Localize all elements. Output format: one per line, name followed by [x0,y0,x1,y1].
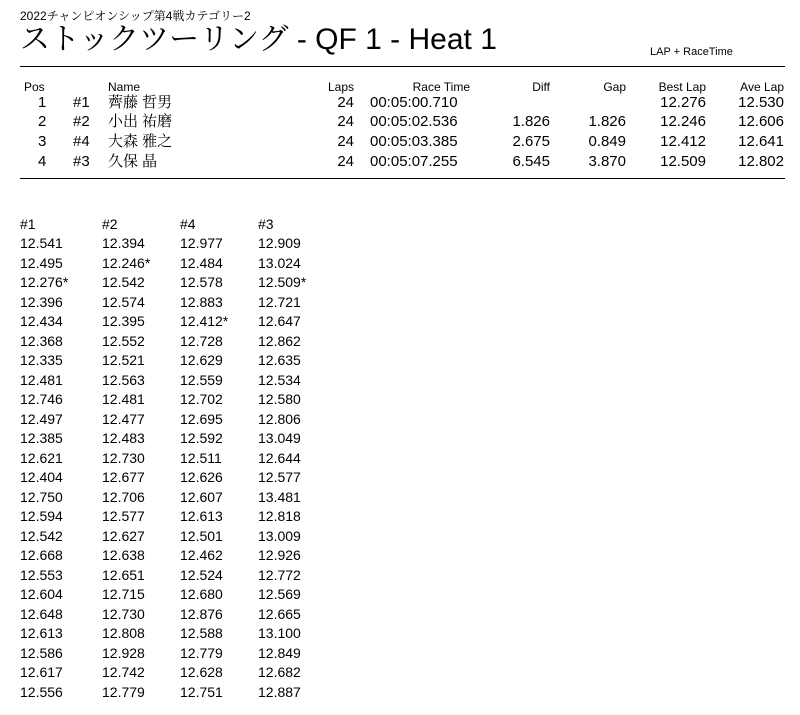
col-header-laps: Laps [327,80,354,94]
lap-time: 12.586 [20,644,63,661]
lap-time: 12.849 [258,644,301,661]
lap-time: 12.580 [258,391,301,407]
cell-race-time: 00:05:00.710 [370,94,458,111]
lap-time: 12.635 [258,352,301,368]
cell-gap: 0.849 [588,133,626,150]
lap-column [180,234,228,702]
cell-race-time: 00:05:02.536 [370,113,458,130]
cell-gap: 3.870 [588,153,626,170]
lap-time: 12.577 [258,469,301,485]
lap-time: 13.024 [258,254,301,271]
lap-time: 12.876 [180,605,223,622]
cell-diff: 6.545 [512,153,550,170]
lap-time: 12.604 [20,586,63,602]
lap-time: 12.434 [20,313,63,329]
lap-time: 12.497 [20,410,63,427]
event-title: 2022チャンピオンシップ第4戦カテゴリー2 [20,9,251,23]
lap-col-header: #4 [180,216,196,232]
lap-time: 12.680 [180,586,223,602]
lap-time: 12.541 [20,235,63,251]
lap-time: 12.481 [102,391,145,407]
lap-time: 12.559 [180,371,223,388]
lap-time: 12.534 [258,371,301,388]
lap-time: 12.481 [20,371,63,388]
cell-ave-lap: 12.606 [738,113,784,130]
lap-time: 12.706 [102,488,145,505]
lap-time: 12.521 [102,352,145,368]
lap-time: 12.511 [180,449,222,466]
cell-ave-lap: 12.802 [738,153,784,170]
lap-time: 12.594 [20,508,63,524]
cell-diff: 1.826 [512,113,550,130]
lap-time: 12.665 [258,605,301,622]
lap-time: 12.695 [180,410,223,427]
lap-time: 12.617 [20,664,63,680]
results-divider [20,178,785,179]
lap-time: 12.682 [258,664,301,680]
lap-time: 12.728 [180,332,223,349]
cell-laps: 24 [337,94,354,111]
cell-diff: 2.675 [512,133,550,150]
lap-time: 12.613 [20,625,63,641]
lap-time: 12.563 [102,371,145,388]
lap-time: 12.412* [180,313,229,329]
cell-best-lap: 12.509 [660,153,706,170]
lap-column [258,234,306,702]
cell-laps: 24 [337,113,354,130]
lap-time: 12.495 [20,254,63,271]
lap-time: 12.483 [102,430,145,446]
col-header-name: Name [108,80,141,94]
lap-time: 12.385 [20,430,63,446]
lap-time: 12.926 [258,547,301,563]
lap-time: 12.883 [180,293,223,310]
lap-time: 12.542 [20,527,63,544]
cell-best-lap: 12.412 [660,133,706,150]
lap-time: 12.553 [20,566,63,583]
lap-time: 12.484 [180,254,223,271]
lap-time: 12.569 [258,586,301,602]
col-header-best-lap: Best Lap [658,80,706,94]
lap-time: 12.730 [102,605,145,622]
lap-column [102,234,150,702]
lap-time: 12.779 [180,644,223,661]
lap-col-header: #2 [102,216,118,232]
lap-time: 12.750 [20,488,63,505]
cell-pos: 1 [38,94,47,111]
cell-best-lap: 12.276 [660,94,706,111]
lap-time: 12.592 [180,430,223,446]
lap-time: 12.721 [258,293,301,310]
lap-column [20,234,68,702]
cell-ave-lap: 12.530 [738,94,784,111]
lap-time: 12.887 [258,683,301,700]
lap-time: 12.627 [102,527,145,544]
cell-race-time: 00:05:03.385 [370,133,458,150]
lap-time: 12.746 [20,391,63,407]
cell-name: 大森 雅之 [108,133,173,150]
lap-col-header: #3 [258,216,274,232]
lap-time: 12.629 [180,352,223,368]
lap-time: 12.396 [20,293,63,310]
col-header-gap: Gap [603,80,626,94]
lap-time: 12.909 [258,235,301,251]
lap-time: 12.394 [102,235,145,251]
lap-time: 12.806 [258,410,301,427]
cell-ave-lap: 12.641 [738,133,784,150]
lap-col-header: #1 [20,216,36,232]
lap-time: 13.009 [258,527,301,544]
lap-time: 12.628 [180,664,223,680]
lap-time: 12.477 [102,410,145,427]
lap-time: 12.928 [102,644,145,661]
lap-time: 12.644 [258,449,301,466]
lap-time: 12.638 [102,547,145,563]
lap-time: 12.751 [180,683,223,700]
lap-time: 12.462 [180,547,223,563]
cell-number: #3 [73,153,90,170]
lap-time: 12.702 [180,391,223,407]
lap-time: 12.648 [20,605,63,622]
lap-time: 12.395 [102,313,145,329]
lap-time: 12.862 [258,332,301,349]
lap-time: 12.607 [180,488,223,505]
cell-name: 久保 晶 [108,153,158,170]
lap-time: 12.556 [20,683,63,700]
cell-name: 薺藤 哲男 [108,94,173,111]
col-header-ave-lap: Ave Lap [740,80,784,94]
cell-name: 小出 祐磨 [108,113,173,130]
cell-number: #2 [73,113,90,130]
col-header-race-time: Race Time [412,80,470,94]
lap-time: 12.715 [102,586,145,602]
col-header-diff: Diff [532,80,550,94]
lap-time: 12.577 [102,508,145,524]
page-title: ストックツーリング - QF 1 - Heat 1 [20,23,497,56]
lap-time: 12.677 [102,469,145,485]
cell-pos: 3 [38,133,47,150]
lap-time: 12.977 [180,235,223,251]
cell-best-lap: 12.246 [660,113,706,130]
cell-gap: 1.826 [588,113,626,130]
lap-time: 13.100 [258,625,301,641]
lap-time: 13.481 [258,488,301,505]
lap-time: 12.368 [20,332,63,349]
header-divider [20,66,785,67]
lap-time: 12.588 [180,625,223,641]
lap-time: 12.335 [20,352,63,368]
lap-time: 12.542 [102,274,145,290]
lap-time: 12.626 [180,469,223,485]
lap-time: 12.276* [20,274,69,290]
lap-time: 12.668 [20,547,63,563]
lap-time: 12.779 [102,683,145,700]
lap-time: 12.404 [20,469,63,485]
lap-time: 12.501 [180,527,223,544]
lap-time: 12.552 [102,332,145,349]
lap-time: 12.808 [102,625,145,641]
cell-number: #1 [73,94,90,111]
report-type-label: LAP + RaceTime [650,46,733,58]
lap-time: 12.772 [258,566,301,583]
cell-pos: 4 [38,153,47,170]
lap-time: 12.574 [102,293,145,310]
cell-race-time: 00:05:07.255 [370,153,458,170]
cell-number: #4 [73,133,90,150]
cell-laps: 24 [337,153,354,170]
cell-pos: 2 [38,113,47,130]
lap-time: 12.613 [180,508,223,524]
lap-time: 12.742 [102,664,145,680]
lap-time: 12.578 [180,274,223,290]
cell-laps: 24 [337,133,354,150]
lap-time: 12.818 [258,508,301,524]
col-header-pos: Pos [24,80,45,94]
lap-time: 12.651 [102,566,145,583]
lap-time: 12.246* [102,254,151,271]
lap-time: 13.049 [258,430,301,446]
lap-time: 12.621 [20,449,63,466]
lap-time: 12.730 [102,449,145,466]
lap-time: 12.647 [258,313,301,329]
lap-time: 12.509* [258,274,307,290]
lap-time: 12.524 [180,566,223,583]
